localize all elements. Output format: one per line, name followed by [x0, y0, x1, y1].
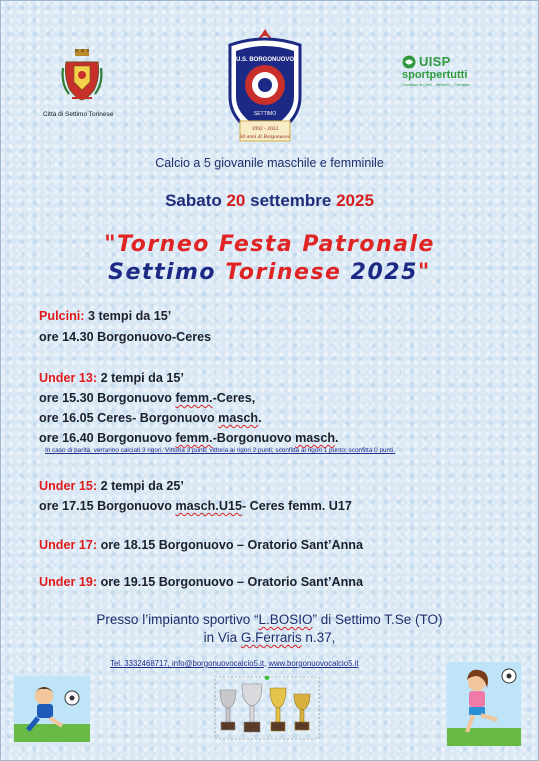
event-date: [0, 191, 539, 211]
match-text: ore 15.30 Borgonuovo: [39, 391, 176, 405]
under15-header: [39, 479, 184, 493]
separator: ,: [167, 659, 173, 668]
match-text: ore 18.15 Borgonuovo – Oratorio Sant’Anna: [97, 538, 364, 552]
match-text: -Borgonuovo: [212, 431, 296, 445]
venue-text: Presso l’impianto sportivo “: [96, 612, 259, 627]
svg-text:1992 - 2022: 1992 - 2022: [251, 126, 279, 132]
trophies-icon: [214, 676, 320, 740]
date-day: 20: [226, 191, 246, 210]
tiebreak-note: In caso di parità, verranno calciati 3 rigori. Vittoria 3 punti; vittoria ai rigori 2 punti; sconfitta ai rigori 1 punto; sconfitta 0 punti.: [45, 447, 396, 454]
website-link[interactable]: www.borgonuovocalcio5.it: [268, 659, 359, 668]
category-label: Under 13:: [39, 371, 98, 385]
title-quote-open: ": [104, 232, 118, 257]
separator: ,: [264, 659, 269, 668]
city-label: Città di Settimo Torinese: [43, 111, 114, 118]
title-word: Festa: [219, 232, 303, 257]
under15-match-1: [39, 499, 352, 513]
uisp-tagline: sportpertutti: [402, 69, 468, 81]
title-word: Settimo: [108, 260, 226, 285]
match-text: masch.U15: [175, 499, 242, 513]
format-text: 2 tempi da 25’: [97, 479, 184, 493]
venue-name: L.BOSIO: [258, 612, 313, 627]
match-text: femm.: [175, 391, 213, 405]
match-text: ore 17.15 Borgonuovo: [39, 499, 176, 513]
svg-text:U.S. BORGONUOVO: U.S. BORGONUOVO: [235, 57, 295, 63]
pulcini-header: [39, 309, 171, 323]
venue-text: ” di Settimo T.Se (TO): [312, 612, 443, 627]
match-text: - Ceres femm. U17: [241, 499, 352, 513]
uisp-name: UISP: [419, 54, 451, 69]
subtitle: Calcio a 5 giovanile maschile e femminile: [155, 156, 384, 170]
under13-match-3: [39, 431, 339, 445]
category-label: Under 15:: [39, 479, 98, 493]
uisp-subline: Comitato di Ciriè – Settimo – Chivasso: [402, 82, 471, 87]
match-text: ore 16.40 Borgonuovo: [39, 431, 176, 445]
venue-street: G.Ferraris: [240, 630, 302, 645]
category-label: Under 19:: [39, 575, 98, 589]
venue-text: in Via: [203, 630, 241, 645]
title-quote-close: ": [417, 260, 431, 285]
under17-line: [39, 538, 363, 552]
match-text: .: [258, 411, 262, 425]
city-crest-icon: [60, 48, 104, 104]
boy-footballer-illustration-icon: [14, 676, 90, 742]
format-text: 3 tempi da 15’: [84, 309, 172, 323]
category-label: Pulcini:: [39, 309, 85, 323]
uisp-emblem-icon: [402, 55, 416, 69]
title-word: Patronale: [302, 232, 435, 257]
date-year: 2025: [336, 191, 374, 210]
phone-link[interactable]: Tel. 3332468717: [110, 659, 168, 668]
match-text: masch: [295, 431, 336, 445]
date-month: settembre: [245, 191, 337, 210]
svg-text:SETTIMO: SETTIMO: [253, 111, 277, 117]
pulcini-match-1: ore 14.30 Borgonuovo-Ceres: [39, 330, 212, 344]
format-text: 2 tempi da 15’: [97, 371, 184, 385]
title-word: Torneo: [117, 232, 220, 257]
title-line-1: [0, 232, 539, 257]
match-text: masch: [218, 411, 259, 425]
uisp-logo: [402, 54, 472, 87]
title-word: Torinese: [225, 260, 351, 285]
under13-match-1: [39, 391, 255, 405]
under19-line: [39, 575, 363, 589]
svg-text:30 anni di Borgonuovo: 30 anni di Borgonuovo: [239, 134, 291, 140]
venue-text: n.37,: [301, 630, 336, 645]
email-link[interactable]: info@borgonuovocalcio5.it: [172, 659, 265, 668]
contacts-line: [110, 659, 359, 668]
date-prefix: Sabato: [165, 191, 227, 210]
match-text: -Ceres,: [212, 391, 256, 405]
title-word: 2025: [350, 260, 418, 285]
match-text: ore 16.05 Ceres- Borgonuovo: [39, 411, 219, 425]
title-line-2: [0, 260, 539, 285]
venue-line-1: [0, 612, 539, 627]
match-text: ore 19.15 Borgonuovo – Oratorio Sant’Anna: [97, 575, 364, 589]
category-label: Under 17:: [39, 538, 98, 552]
club-crest-icon: [220, 27, 310, 147]
match-text: .: [335, 431, 339, 445]
venue-line-2: [0, 630, 539, 645]
under13-match-2: [39, 411, 262, 425]
girl-footballer-illustration-icon: [447, 662, 521, 746]
match-text: femm.: [175, 431, 213, 445]
under13-header: [39, 371, 184, 385]
